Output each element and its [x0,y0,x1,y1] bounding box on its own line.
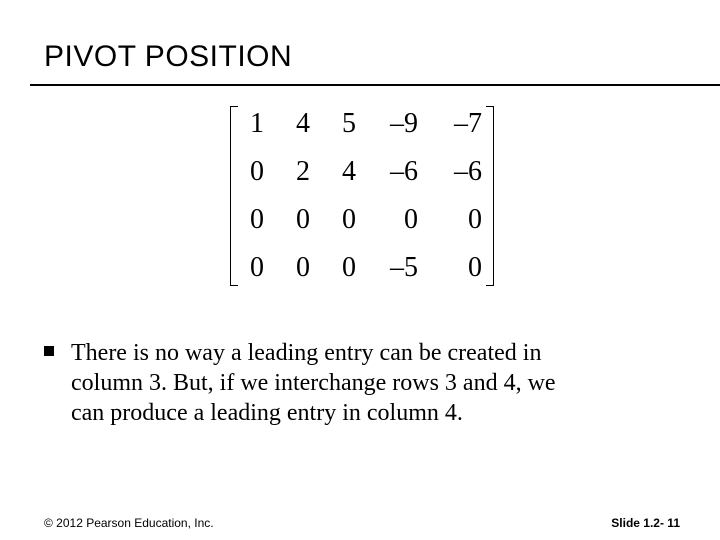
bullet-text [71,338,674,428]
matrix-cell: 1 [250,108,264,139]
matrix-cell: 5 [342,108,356,139]
copyright-notice: © 2012 Pearson Education, Inc. [44,516,214,530]
matrix-cell: 0 [404,204,418,235]
matrix-cell: –6 [454,156,482,187]
matrix-cell: 4 [296,108,310,139]
matrix-cell: 0 [296,204,310,235]
matrix-cell: 4 [342,156,356,187]
bullet-line-2: column 3. But, if we interchange rows 3 and 4, we [71,370,556,396]
matrix-cell: 0 [250,252,264,283]
matrix-cell: 0 [342,204,356,235]
bullet-point [44,338,674,428]
square-bullet-icon [44,346,54,356]
slide-title: PIVOT POSITION [44,40,293,73]
matrix-cell: 2 [296,156,310,187]
matrix-cell: 0 [342,252,356,283]
bullet-line-3: can produce a leading entry in column 4. [71,400,463,426]
matrix-cell: 0 [468,252,482,283]
matrix-cell: 0 [468,204,482,235]
matrix-cell: –6 [390,156,418,187]
matrix-right-bracket [486,106,494,286]
title-divider [30,84,720,86]
matrix-cell: 0 [296,252,310,283]
slide-number: Slide 1.2- 11 [611,516,680,530]
matrix-cell: 0 [250,156,264,187]
matrix-cell: 0 [250,204,264,235]
matrix-cell: –5 [390,252,418,283]
matrix-cell: –7 [454,108,482,139]
matrix-cell: –9 [390,108,418,139]
matrix [230,106,494,286]
bullet-line-1: There is no way a leading entry can be created in [71,340,542,366]
